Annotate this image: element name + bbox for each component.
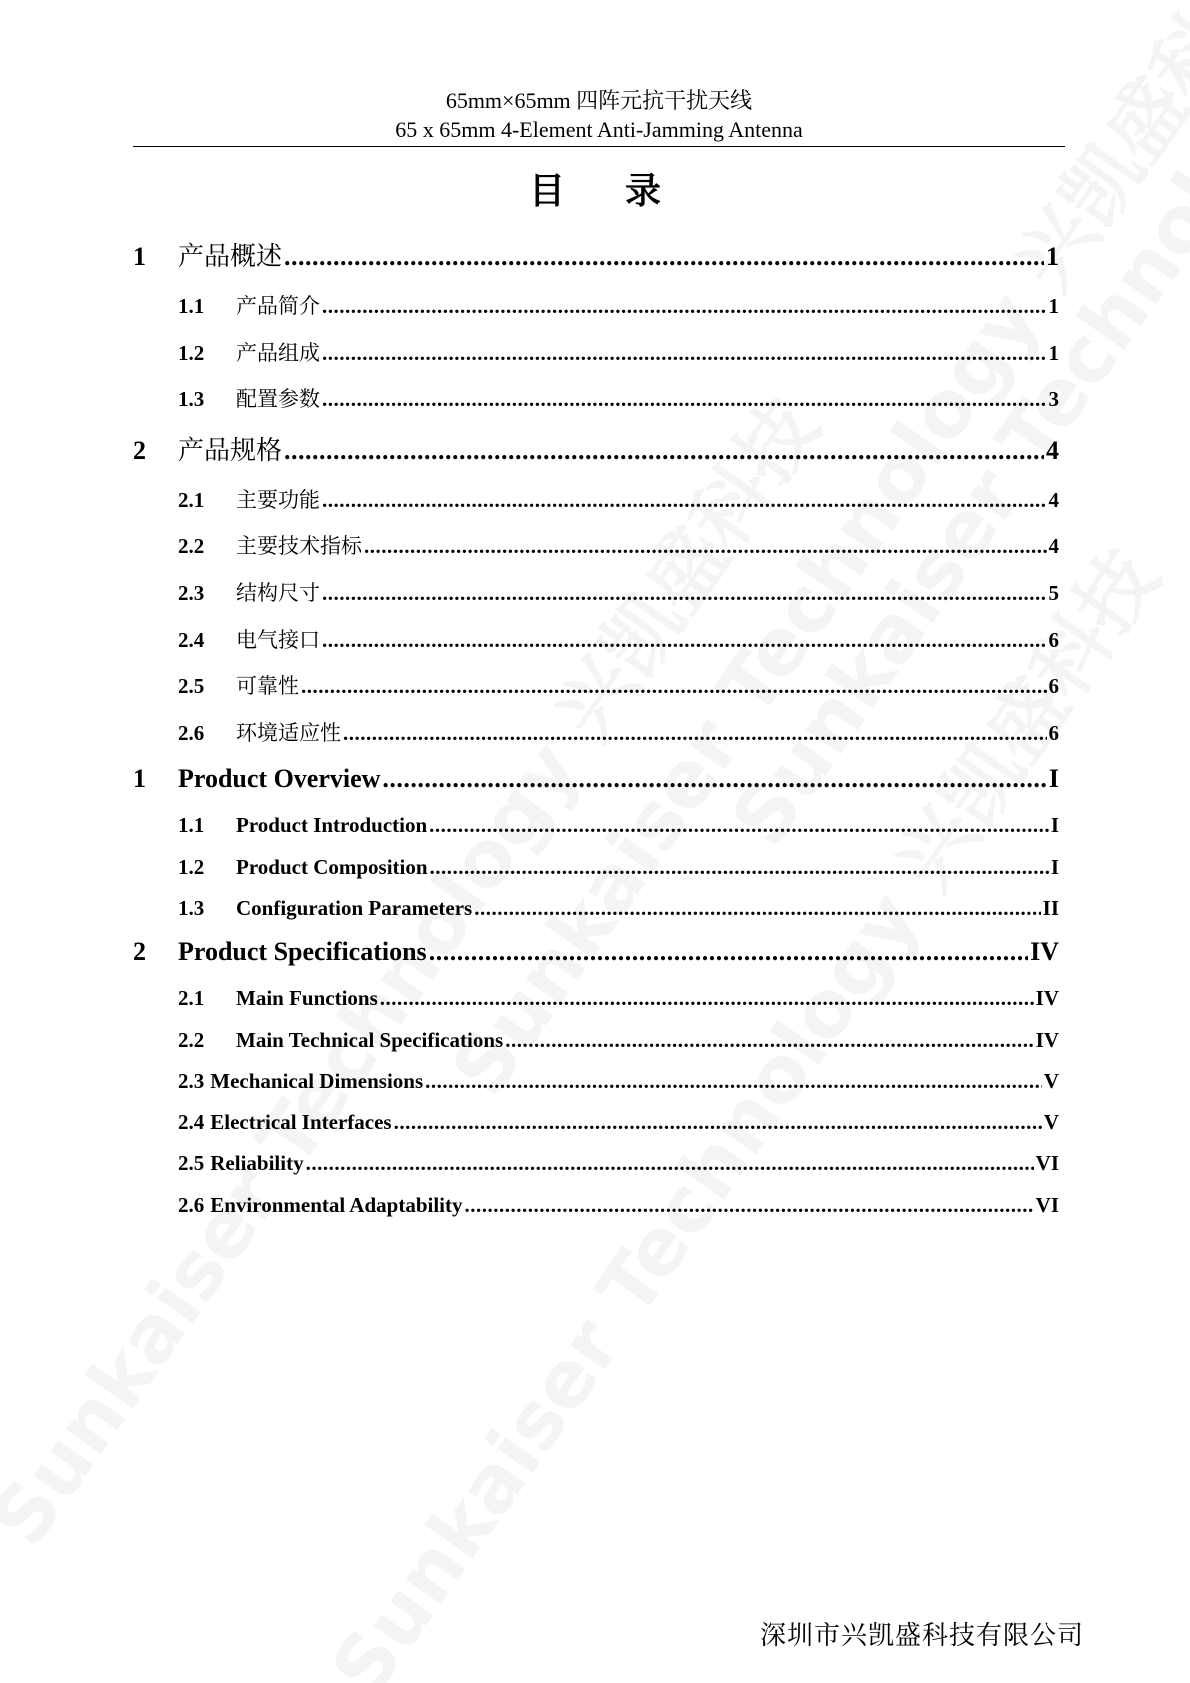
toc-number: 2 [133,937,146,966]
toc-page: IV [1030,937,1059,966]
toc-label: Product Specifications [178,937,427,966]
toc-number: 2.1 [178,986,205,1010]
toc-entry[interactable] [133,290,1059,320]
toc-number: 1.3 [178,387,205,411]
toc-leader [382,764,1046,794]
toc-leader [284,436,1044,466]
page-header [133,86,1065,144]
toc-number: 2.5 [178,1151,205,1175]
toc-entry[interactable] [133,530,1059,560]
toc-page: 1 [1046,242,1059,271]
toc-leader [364,534,1047,559]
toc-leader [429,813,1049,838]
toc-number: 2.2 [178,1028,205,1052]
toc-number: 2 [133,436,146,465]
toc-leader [505,1028,1033,1053]
toc-label: 产品概述 [178,242,283,272]
toc-entry[interactable] [133,937,1059,967]
toc-page: I [1050,855,1059,879]
toc-page: 4 [1046,436,1059,465]
toc-number: 1.2 [178,341,205,365]
toc-number: 2.1 [178,488,205,512]
toc-entry[interactable] [133,624,1059,654]
toc-number: 1.1 [178,294,205,318]
toc-number: 2.3 [178,581,205,605]
toc-number: 2.5 [178,674,205,698]
toc-leader [322,581,1047,606]
toc-number: 2.6 [178,1193,205,1217]
toc-entry[interactable] [133,717,1059,747]
toc-entry[interactable] [133,236,1059,273]
toc-number: 1.1 [178,813,205,837]
toc-leader [474,896,1040,921]
toc-page: 6 [1048,628,1059,652]
toc-page: 1 [1048,341,1059,365]
toc-entry[interactable] [133,1151,1059,1176]
toc-leader [430,855,1049,880]
toc-label: 主要技术指标 [236,534,362,558]
toc-number: 1.3 [178,896,205,920]
toc-page: V [1043,1110,1059,1134]
toc-number: 1 [133,242,146,271]
toc-label: 结构尺寸 [236,581,320,605]
toc-label: 可靠性 [236,674,299,698]
toc-label: 产品规格 [178,436,283,466]
header-title-en: 65 x 65mm 4-Element Anti-Jamming Antenna [395,117,803,142]
toc-label: Configuration Parameters [236,896,473,920]
toc-entry[interactable] [133,1069,1059,1094]
toc-label: 配置参数 [236,387,320,411]
toc-entry[interactable] [133,337,1059,367]
toc-label: Environmental Adaptability [210,1193,463,1217]
toc-label: Reliability [210,1151,304,1175]
toc-leader [322,341,1047,366]
toc-page: IV [1035,986,1059,1010]
toc-title: 目录 [528,171,721,212]
toc-label: 电气接口 [236,628,320,652]
toc-label: Product Overview [178,764,381,793]
toc-label: 产品简介 [236,294,320,318]
toc-label: Product Composition [236,855,428,879]
toc-label: 产品组成 [236,341,320,365]
toc-number: 2.6 [178,721,205,745]
toc-page: VI [1035,1151,1059,1175]
toc-number: 1.2 [178,855,205,879]
toc-entry[interactable] [133,1110,1059,1135]
toc-leader [322,294,1047,319]
toc-leader [394,1110,1042,1135]
toc-entry[interactable] [133,484,1059,514]
toc-leader [322,488,1047,513]
toc-leader [380,986,1034,1011]
toc-page: I [1048,764,1059,793]
toc-label: Mechanical Dimensions [210,1069,424,1093]
toc-entry[interactable] [133,813,1059,838]
toc-page: 6 [1048,674,1059,698]
toc-page: V [1043,1069,1059,1093]
toc-leader [284,242,1044,272]
toc-number: 2.4 [178,1110,205,1134]
toc-entry[interactable] [133,855,1059,880]
toc-entry[interactable] [133,986,1059,1011]
toc-page: 5 [1048,581,1059,605]
toc-label: Main Technical Specifications [236,1028,504,1052]
toc-number: 2.4 [178,628,205,652]
toc-label: 环境适应性 [236,721,341,745]
toc-leader [425,1069,1042,1094]
company-footer: 深圳市兴凯盛科技有限公司 [759,1621,1084,1651]
toc-page: I [1050,813,1059,837]
toc-page: IV [1035,1028,1059,1052]
toc-page: 3 [1048,387,1059,411]
toc-leader [343,721,1047,746]
toc-page: 4 [1048,534,1059,558]
toc-label: Product Introduction [236,813,428,837]
toc-leader [429,937,1028,967]
toc-page: VI [1035,1193,1059,1217]
toc-leader [301,674,1047,699]
toc-page: 1 [1048,294,1059,318]
toc-leader [465,1193,1034,1218]
toc-leader [322,628,1047,653]
toc-label: Electrical Interfaces [210,1110,392,1134]
toc-entry[interactable] [133,896,1059,921]
toc-entry[interactable] [133,383,1059,413]
toc-label: Main Functions [236,986,378,1010]
toc-page: II [1042,896,1059,920]
header-divider [133,146,1065,147]
toc-entry[interactable] [133,1193,1059,1218]
toc-page: 6 [1048,721,1059,745]
toc-entry[interactable] [133,670,1059,700]
toc-label: 主要功能 [236,488,320,512]
header-title-cn: 65mm×65mm 四阵元抗干扰天线 [445,88,753,113]
toc-leader [306,1151,1034,1176]
toc-number: 1 [133,764,146,793]
toc-page: 4 [1048,488,1059,512]
toc-entry[interactable] [133,1028,1059,1053]
toc-entry[interactable] [133,764,1059,794]
toc-number: 2.2 [178,534,205,558]
toc-entry[interactable] [133,430,1059,467]
toc-number: 2.3 [178,1069,205,1093]
toc-entry[interactable] [133,577,1059,607]
toc-leader [322,387,1047,412]
